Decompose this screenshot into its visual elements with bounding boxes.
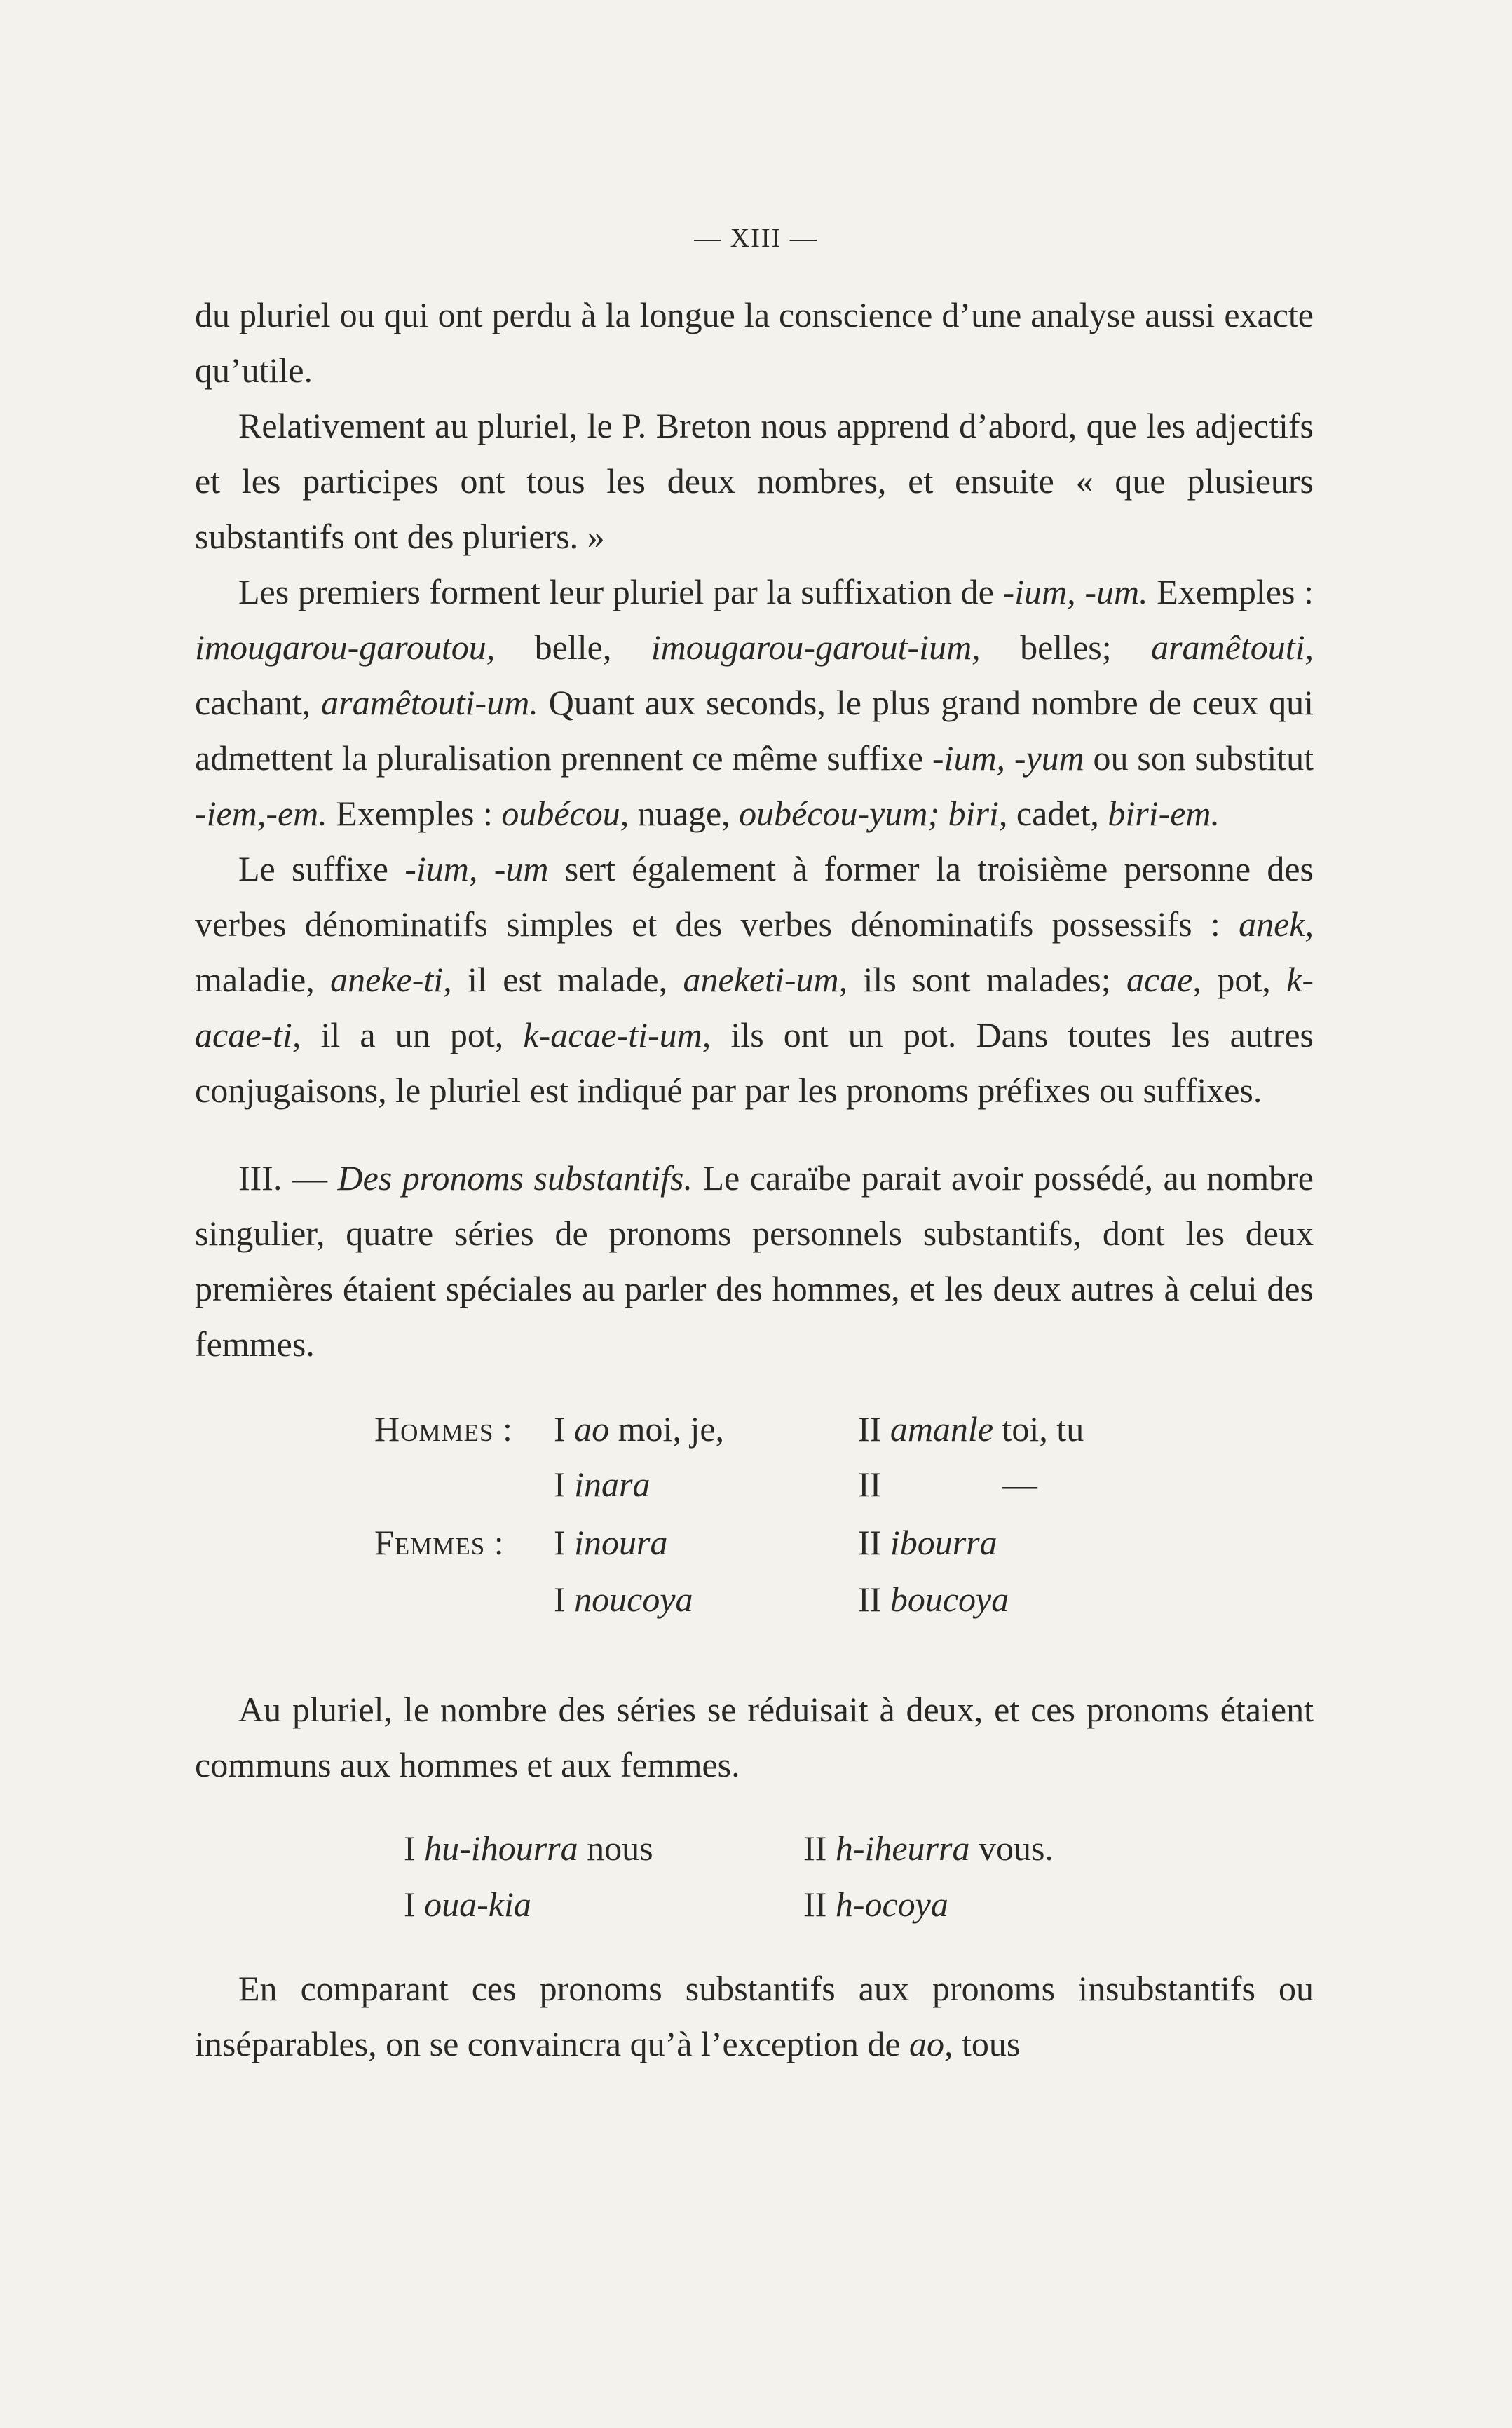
plural-pronoun-table <box>195 1821 1314 1961</box>
hommes-label: Hommes : <box>374 1409 512 1449</box>
table-row: I inara II — <box>554 1465 1037 1504</box>
table-row: I hu-ihourra nous II h-iheurra vous. <box>404 1829 1054 1868</box>
paragraph-1: du pluriel ou qui ont perdu à la longue la conscience d’une analyse aussi exacte qu’utile. <box>195 295 1314 390</box>
table-row: Femmes : I inoura II ibourra <box>195 1515 1314 1571</box>
table-row: I oua-kia II h-ocoya <box>404 1885 948 1924</box>
paragraph-6: Au pluriel, le nombre des séries se réduisait à deux, et ces pronoms étaient communs aux hommes et aux femmes. <box>195 1690 1314 1784</box>
body-text <box>195 287 1314 2072</box>
table-row: I noucoya II boucoya <box>554 1580 1009 1619</box>
paragraph-4: Le suffixe -ium, -um sert également à former la troisième personne des verbes dénominatifs simples et des verbes dénominatifs possessifs : anek, maladie, aneke-ti, il est malade, aneketi-um, ils sont malades; acae, pot, k-acae-ti, il a un pot, k-acae-ti-um, ils ont un pot. Dans toutes les autres conjugaisons, le pluriel est indiqué par par les pronoms préfixes ou suffixes. <box>195 849 1314 1110</box>
femmes-label: Femmes : <box>374 1523 504 1562</box>
page-number: — XIII — <box>694 224 818 253</box>
table-row: Hommes : I ao moi, je, II amanle toi, tu <box>195 1402 1314 1457</box>
paragraph-7: En comparant ces pronoms substantifs aux pronoms insubstantifs ou inséparables, on se convaincra qu’à l’exception de ao, tous <box>195 1969 1314 2063</box>
singular-pronoun-table <box>195 1402 1314 1655</box>
section-iii-paragraph: III. — Des pronoms substantifs. Le caraïbe parait avoir possédé, au nombre singulier, quatre séries de pronoms personnels substantifs, dont les deux premières étaient spéciales au parler des hommes, et les deux autres à celui des femmes. <box>195 1158 1314 1364</box>
section-title: Des pronoms substantifs. <box>337 1158 693 1198</box>
paragraph-3: Les premiers forment leur pluriel par la suffixation de -ium, -um. Exemples : imougarou-garoutou, belle, imougarou-garout-ium, belles; aramêtouti, cachant, aramêtouti-um. Quant aux seconds, le plus grand nombre de ceux qui admettent la pluralisation prennent ce même suffixe -ium, -yum ou son substitut -iem,-em. Exemples : oubécou, nuage, oubécou-yum; biri, cadet, biri-em. <box>195 572 1314 833</box>
paragraph-2: Relativement au pluriel, le P. Breton nous apprend d’abord, que les adjectifs et les participes ont tous les deux nombres, et ensuite « que plusieurs substantifs ont des pluriers. » <box>195 406 1314 556</box>
